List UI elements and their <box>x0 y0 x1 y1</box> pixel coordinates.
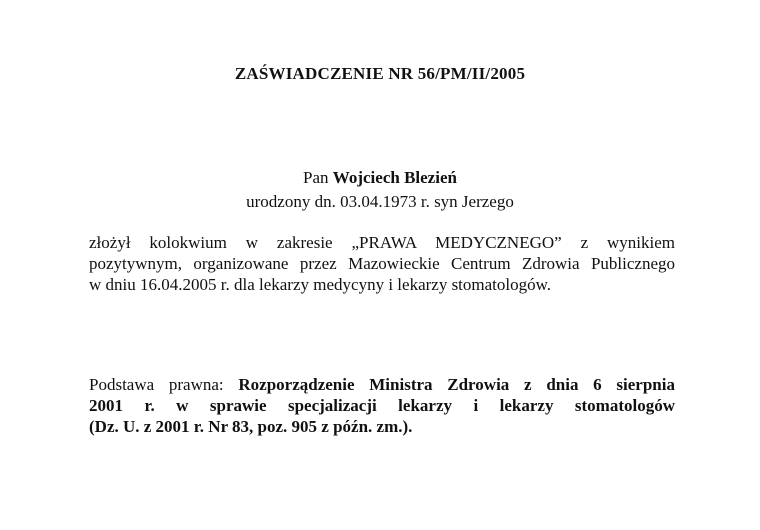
legal-basis-line <box>89 395 675 416</box>
legal-basis-label: Podstawa prawna: <box>89 375 239 394</box>
legal-basis-text: 2001 r. w sprawie specjalizacji lekarzy i lekarzy stomatologów <box>89 396 675 415</box>
statement-line: złożył kolokwium w zakresie „PRAWA MEDYCZNEGO” z wynikiem <box>89 233 675 252</box>
statement-line: w dniu 16.04.2005 r. dla lekarzy medycyny i lekarzy stomatologów. <box>89 275 552 294</box>
person-block <box>0 166 760 214</box>
certificate-title: ZAŚWIADCZENIE NR 56/PM/II/2005 <box>234 64 526 83</box>
person-name: Wojciech Blezień <box>332 168 457 187</box>
legal-basis-line <box>89 374 675 395</box>
legal-basis-paragraph <box>89 374 675 437</box>
person-name-line <box>0 166 760 190</box>
statement-paragraph <box>89 232 675 295</box>
legal-basis-text: Rozporządzenie Ministra Zdrowia z dnia 6 sierpnia <box>238 375 675 394</box>
legal-basis-line <box>89 416 675 437</box>
legal-basis-text: (Dz. U. z 2001 r. Nr 83, poz. 905 z późn. zm.). <box>89 417 413 436</box>
person-birth-line: urodzony dn. 03.04.1973 r. syn Jerzego <box>246 192 514 211</box>
person-prefix: Pan <box>303 168 333 187</box>
statement-line: pozytywnym, organizowane przez Mazowieckie Centrum Zdrowia Publicznego <box>89 254 675 273</box>
